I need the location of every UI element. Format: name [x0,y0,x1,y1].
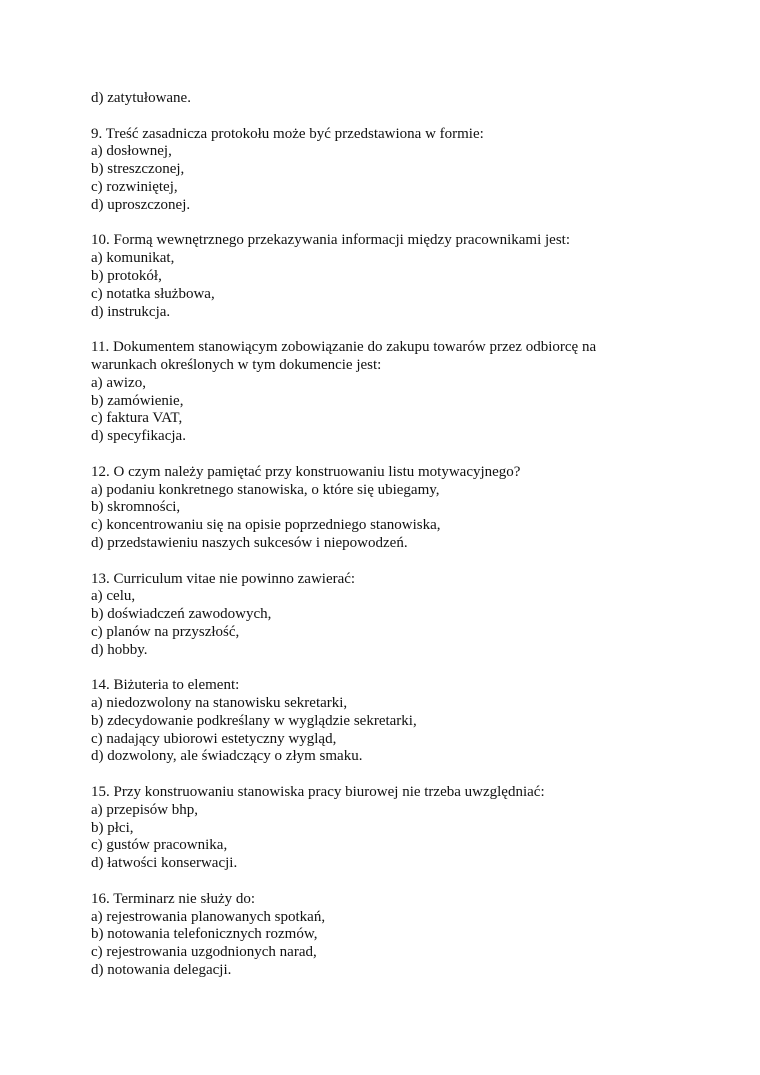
answer-option-b: b) płci, [91,819,134,836]
answer-option-a: a) dosłownej, [91,143,172,160]
answer-option-b: b) streszczonej, [91,161,185,178]
answer-option-d: d) przedstawieniu naszych sukcesów i niepowodzeń. [91,534,408,551]
answer-option-b: b) doświadczeń zawodowych, [91,606,272,623]
answer-option-b: b) notowania telefonicznych rozmów, [91,926,318,943]
answer-option-a: a) komunikat, [91,250,175,267]
question-text: 10. Formą wewnętrznego przekazywania informacji między pracownikami jest: [91,232,570,249]
previous-answer-line: d) zatytułowane. [91,90,191,106]
answer-option-b: b) zdecydowanie podkreślany w wyglądzie sekretarki, [91,712,417,729]
document-page [91,90,691,980]
answer-option-d: d) hobby. [91,641,148,658]
answer-option-a: a) celu, [91,588,136,605]
answer-option-c: c) notatka służbowa, [91,285,215,302]
answer-option-b: b) protokół, [91,267,162,284]
answer-option-d: d) specyfikacja. [91,428,186,445]
answer-option-b: b) skromności, [91,499,181,516]
question-14 [91,677,691,766]
answer-option-c: c) nadający ubiorowi estetyczny wygląd, [91,730,337,747]
question-text: 13. Curriculum vitae nie powinno zawierać: [91,570,356,587]
answer-option-a: a) podaniu konkretnego stanowiska, o które się ubiegamy, [91,481,440,498]
answer-option-a: a) awizo, [91,374,146,391]
question-text: 11. Dokumentem stanowiącym zobowiązanie do zakupu towarów przez odbiorcę na [91,339,597,356]
answer-option-c: c) gustów pracownika, [91,837,228,854]
answer-option-a: a) rejestrowania planowanych spotkań, [91,908,326,925]
question-text: 12. O czym należy pamiętać przy konstruowaniu listu motywacyjnego? [91,463,521,480]
question-12 [91,464,691,553]
answer-option-a: a) przepisów bhp, [91,801,199,818]
question-16 [91,891,691,980]
answer-option-d: d) łatwości konserwacji. [91,855,238,872]
answer-option-d: d) notowania delegacji. [91,962,232,979]
question-text: 16. Terminarz nie służy do: [91,890,256,907]
answer-option-d: d) instrukcja. [91,303,171,320]
answer-option-c: c) faktura VAT, [91,410,183,427]
question-15 [91,784,691,873]
question-text: 9. Treść zasadnicza protokołu może być przedstawiona w formie: [91,125,484,142]
answer-option-d: d) dozwolony, ale świadczący o złym smaku. [91,748,363,765]
question-text: 14. Biżuteria to element: [91,677,240,694]
question-11 [91,339,691,446]
answer-option-c: c) rejestrowania uzgodnionych narad, [91,944,317,961]
answer-option-a: a) niedozwolony na stanowisku sekretarki, [91,695,348,712]
question-9 [91,126,691,215]
question-13 [91,571,691,660]
question-text-continued: warunkach określonych w tym dokumencie jest: [91,356,382,373]
answer-option-c: c) planów na przyszłość, [91,623,240,640]
answer-option-b: b) zamówienie, [91,392,184,409]
answer-option-d: d) uproszczonej. [91,196,191,213]
question-10 [91,232,691,321]
answer-option-c: c) rozwiniętej, [91,178,178,195]
question-text: 15. Przy konstruowaniu stanowiska pracy biurowej nie trzeba uwzględniać: [91,784,545,801]
answer-option-c: c) koncentrowaniu się na opisie poprzedniego stanowiska, [91,517,441,534]
